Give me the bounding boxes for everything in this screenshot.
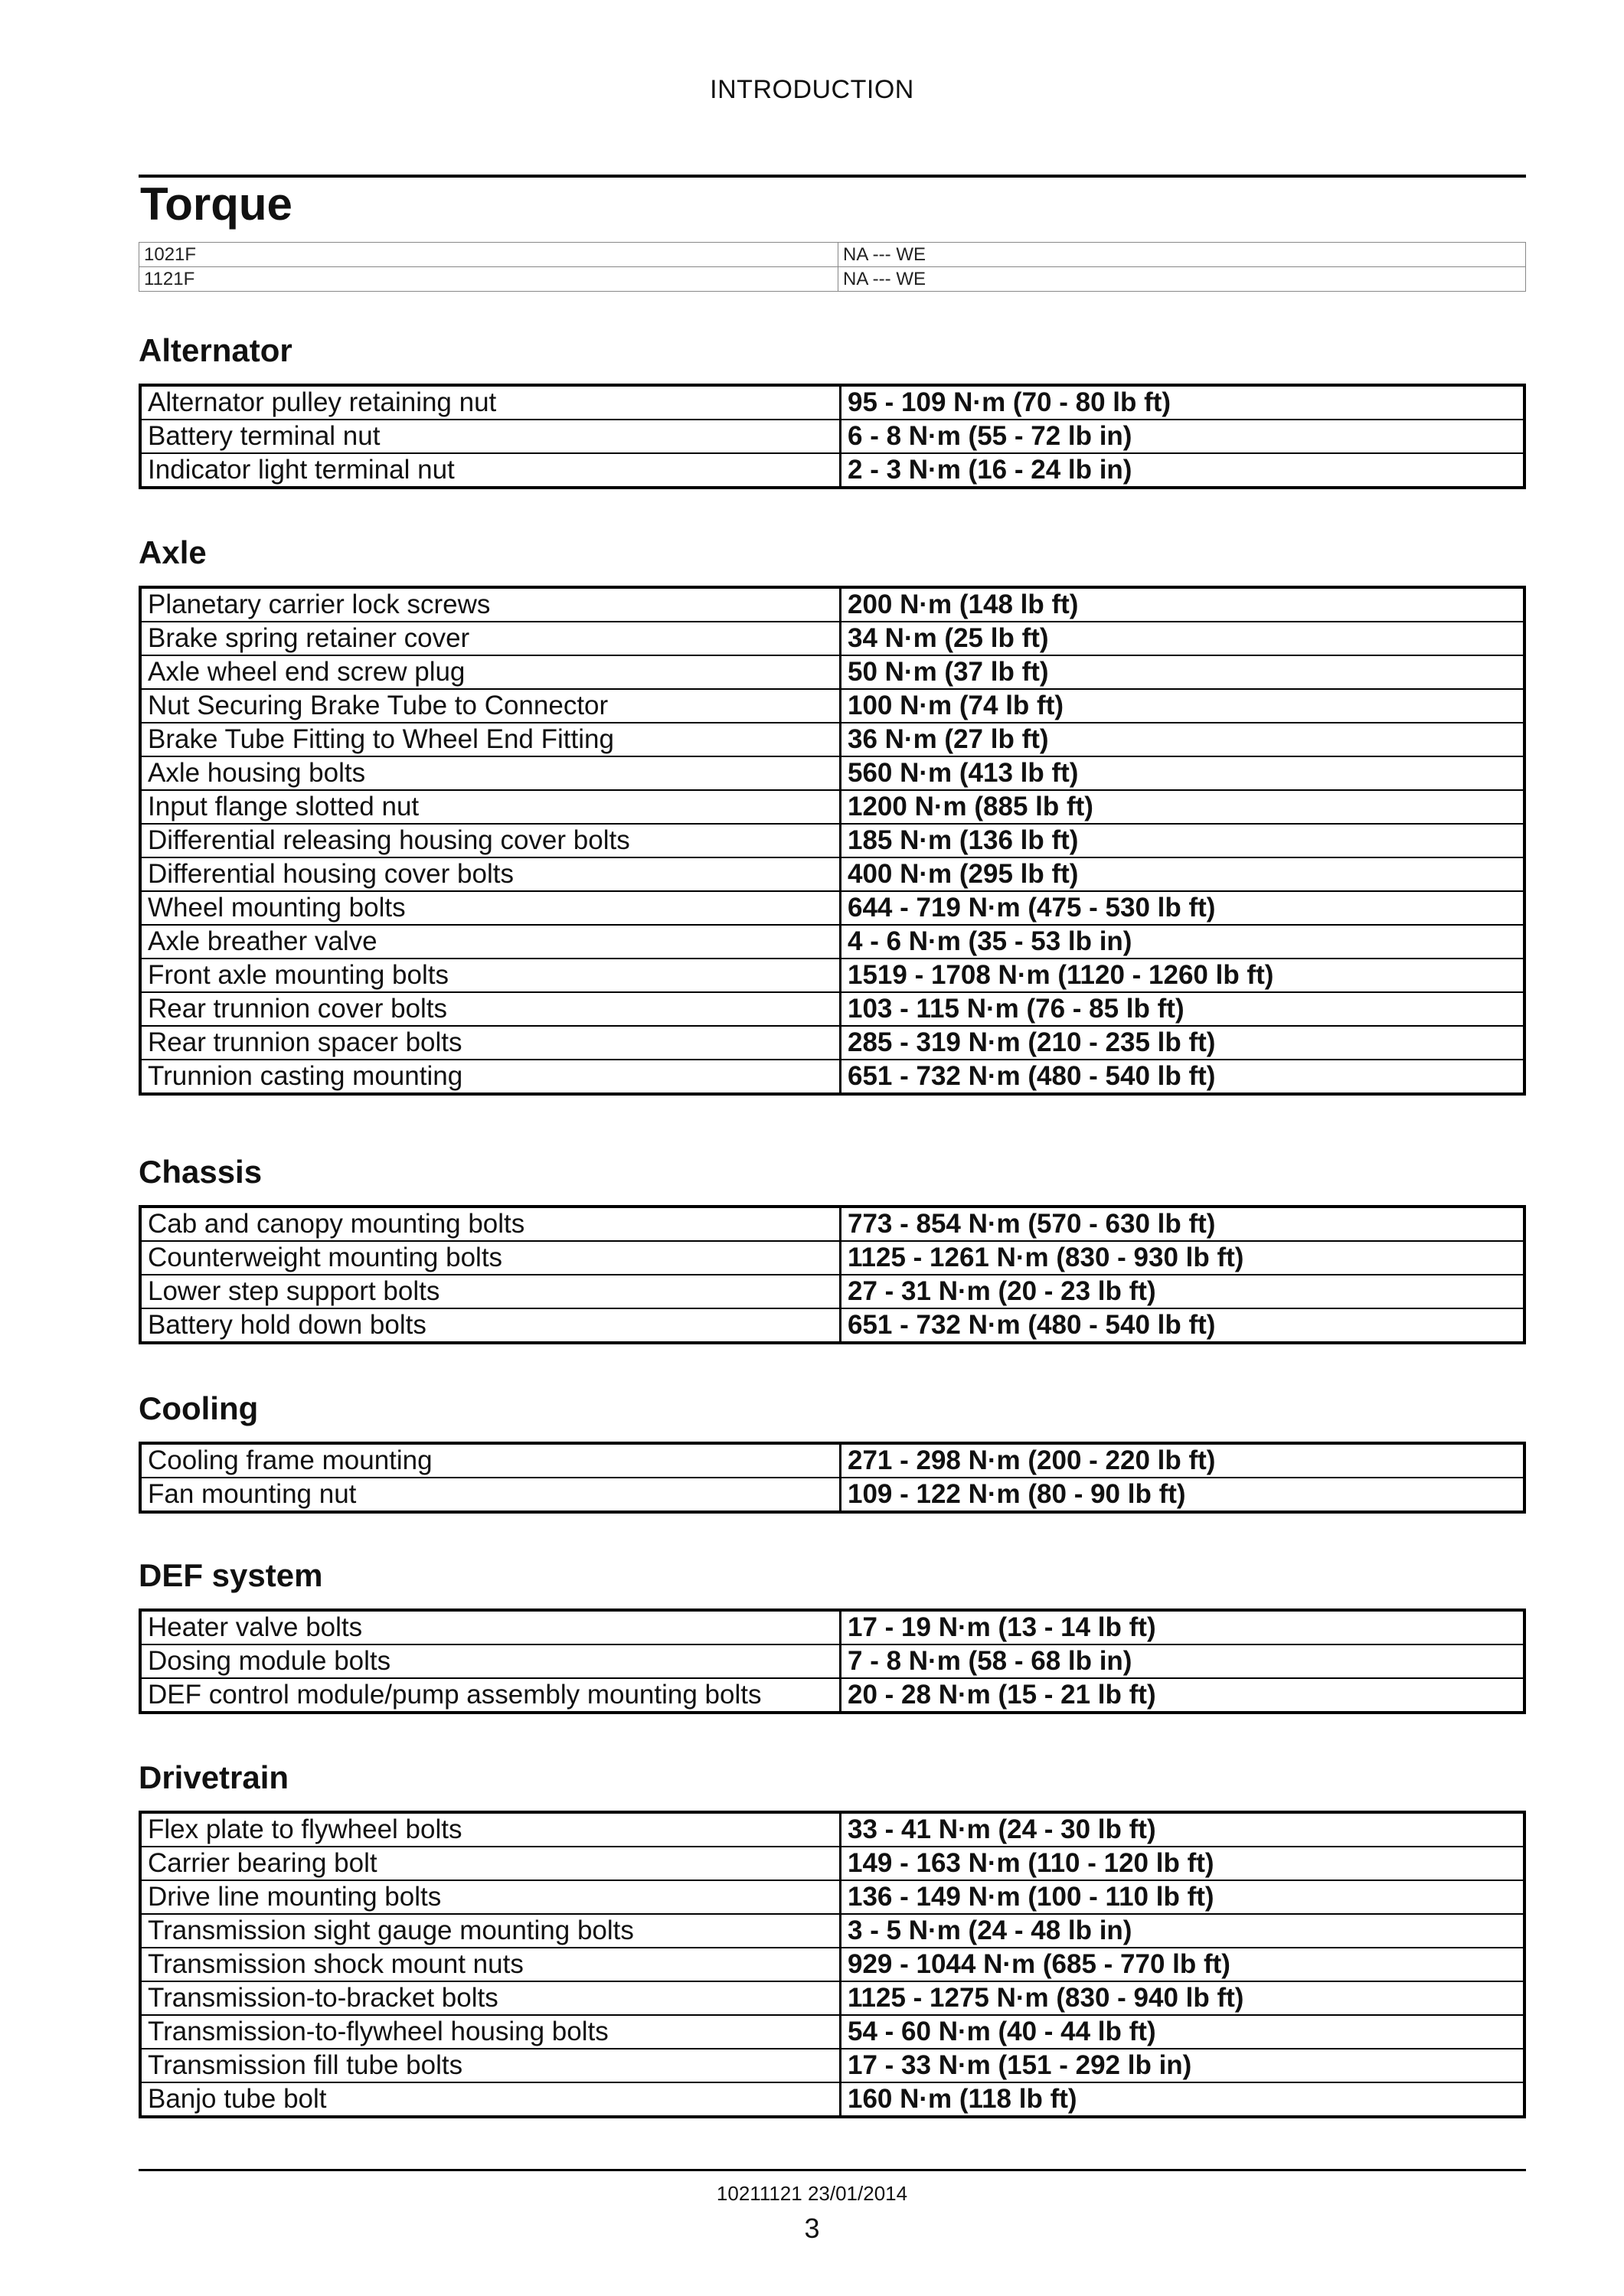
component-name: Indicator light terminal nut (140, 453, 841, 488)
component-name: Battery terminal nut (140, 420, 841, 453)
torque-value: 109 - 122 N·m (80 - 90 lb ft) (841, 1478, 1525, 1512)
torque-value: 400 N·m (295 lb ft) (841, 857, 1525, 891)
component-name: Heater valve bolts (140, 1610, 841, 1644)
component-name: Planetary carrier lock screws (140, 587, 841, 622)
table-row (140, 420, 1524, 453)
section-cooling (139, 1390, 1526, 1514)
section-heading: Drivetrain (139, 1759, 289, 1795)
torque-value: 36 N·m (27 lb ft) (841, 723, 1525, 756)
component-name: Transmission fill tube bolts (140, 2049, 841, 2082)
model-region: NA --- WE (838, 267, 1526, 292)
component-name: Dosing module bolts (140, 1644, 841, 1678)
component-name: Transmission-to-bracket bolts (140, 1981, 841, 2015)
page-title: Torque (140, 178, 292, 230)
table-row (140, 2082, 1524, 2117)
torque-value: 160 N·m (118 lb ft) (841, 2082, 1525, 2117)
torque-table (139, 1442, 1526, 1514)
component-name: Trunnion casting mounting (140, 1060, 841, 1094)
torque-value: 103 - 115 N·m (76 - 85 lb ft) (841, 992, 1525, 1026)
component-name: Wheel mounting bolts (140, 891, 841, 925)
table-row (140, 1478, 1524, 1512)
torque-value: 6 - 8 N·m (55 - 72 lb in) (841, 420, 1525, 453)
torque-value: 3 - 5 N·m (24 - 48 lb in) (841, 1914, 1525, 1948)
component-name: Differential releasing housing cover bolts (140, 824, 841, 857)
component-name: Front axle mounting bolts (140, 959, 841, 992)
table-row (140, 992, 1524, 1026)
running-header: INTRODUCTION (710, 75, 914, 104)
torque-value: 1125 - 1261 N·m (830 - 930 lb ft) (841, 1241, 1525, 1275)
table-row (140, 655, 1524, 689)
table-row (140, 1241, 1524, 1275)
page-number: 3 (804, 2213, 820, 2244)
section-heading: Axle (139, 534, 207, 570)
table-row (140, 1026, 1524, 1060)
table-row (140, 857, 1524, 891)
torque-value: 2 - 3 N·m (16 - 24 lb in) (841, 453, 1525, 488)
torque-value: 17 - 33 N·m (151 - 292 lb in) (841, 2049, 1525, 2082)
torque-table (139, 1205, 1526, 1344)
component-name: Axle breather valve (140, 925, 841, 959)
torque-value: 200 N·m (148 lb ft) (841, 587, 1525, 622)
component-name: DEF control module/pump assembly mounting bolts (140, 1678, 841, 1713)
section-def-system (139, 1556, 1526, 1714)
torque-value: 136 - 149 N·m (100 - 110 lb ft) (841, 1880, 1525, 1914)
table-row (140, 1443, 1524, 1478)
torque-value: 54 - 60 N·m (40 - 44 lb ft) (841, 2015, 1525, 2049)
component-name: Counterweight mounting bolts (140, 1241, 841, 1275)
table-row (140, 2015, 1524, 2049)
model-region: NA --- WE (838, 243, 1526, 267)
torque-table (139, 586, 1526, 1096)
torque-value: 651 - 732 N·m (480 - 540 lb ft) (841, 1060, 1525, 1094)
torque-value: 95 - 109 N·m (70 - 80 lb ft) (841, 385, 1525, 420)
model-applicability-table (139, 242, 1526, 292)
component-name: Brake Tube Fitting to Wheel End Fitting (140, 723, 841, 756)
table-row (140, 1880, 1524, 1914)
model-name: 1121F (139, 267, 838, 292)
table-row (140, 1678, 1524, 1713)
component-name: Input flange slotted nut (140, 790, 841, 824)
component-name: Battery hold down bolts (140, 1308, 841, 1343)
table-row (140, 756, 1524, 790)
section-heading: Alternator (139, 332, 292, 368)
component-name: Transmission shock mount nuts (140, 1948, 841, 1981)
table-row (140, 2049, 1524, 2082)
table-row (140, 891, 1524, 925)
component-name: Cab and canopy mounting bolts (140, 1207, 841, 1241)
component-name: Transmission sight gauge mounting bolts (140, 1914, 841, 1948)
table-row (140, 587, 1524, 622)
component-name: Flex plate to flywheel bolts (140, 1812, 841, 1847)
component-name: Fan mounting nut (140, 1478, 841, 1512)
table-row (140, 622, 1524, 655)
torque-table (139, 1609, 1526, 1714)
torque-table (139, 1811, 1526, 2118)
torque-value: 1200 N·m (885 lb ft) (841, 790, 1525, 824)
torque-value: 34 N·m (25 lb ft) (841, 622, 1525, 655)
torque-value: 929 - 1044 N·m (685 - 770 lb ft) (841, 1948, 1525, 1981)
torque-value: 17 - 19 N·m (13 - 14 lb ft) (841, 1610, 1525, 1644)
section-drivetrain (139, 1759, 1526, 2118)
torque-value: 100 N·m (74 lb ft) (841, 689, 1525, 723)
component-name: Lower step support bolts (140, 1275, 841, 1308)
component-name: Nut Securing Brake Tube to Connector (140, 689, 841, 723)
torque-value: 4 - 6 N·m (35 - 53 lb in) (841, 925, 1525, 959)
torque-value: 185 N·m (136 lb ft) (841, 824, 1525, 857)
table-row (140, 385, 1524, 420)
torque-table (139, 384, 1526, 489)
model-name: 1021F (139, 243, 838, 267)
table-row (140, 1847, 1524, 1880)
table-row (140, 1914, 1524, 1948)
torque-value: 20 - 28 N·m (15 - 21 lb ft) (841, 1678, 1525, 1713)
table-row (140, 824, 1524, 857)
component-name: Transmission-to-flywheel housing bolts (140, 2015, 841, 2049)
torque-value: 271 - 298 N·m (200 - 220 lb ft) (841, 1443, 1525, 1478)
torque-value: 33 - 41 N·m (24 - 30 lb ft) (841, 1812, 1525, 1847)
footer-rule (139, 2169, 1526, 2171)
component-name: Rear trunnion cover bolts (140, 992, 841, 1026)
torque-value: 1125 - 1275 N·m (830 - 940 lb ft) (841, 1981, 1525, 2015)
table-row (140, 723, 1524, 756)
component-name: Axle housing bolts (140, 756, 841, 790)
component-name: Rear trunnion spacer bolts (140, 1026, 841, 1060)
torque-value: 651 - 732 N·m (480 - 540 lb ft) (841, 1308, 1525, 1343)
component-name: Drive line mounting bolts (140, 1880, 841, 1914)
torque-value: 1519 - 1708 N·m (1120 - 1260 lb ft) (841, 959, 1525, 992)
torque-value: 285 - 319 N·m (210 - 235 lb ft) (841, 1026, 1525, 1060)
table-row (140, 1308, 1524, 1343)
torque-value: 7 - 8 N·m (58 - 68 lb in) (841, 1644, 1525, 1678)
component-name: Cooling frame mounting (140, 1443, 841, 1478)
table-row (140, 1644, 1524, 1678)
torque-value: 149 - 163 N·m (110 - 120 lb ft) (841, 1847, 1525, 1880)
section-heading: Chassis (139, 1154, 263, 1190)
section-heading: DEF system (139, 1557, 323, 1593)
table-row (139, 243, 1526, 267)
torque-value: 644 - 719 N·m (475 - 530 lb ft) (841, 891, 1525, 925)
table-row (140, 1060, 1524, 1094)
table-row (140, 1812, 1524, 1847)
header-rule (139, 175, 1526, 178)
table-row (140, 1948, 1524, 1981)
table-row (139, 267, 1526, 292)
section-alternator (139, 331, 1526, 489)
component-name: Alternator pulley retaining nut (140, 385, 841, 420)
table-row (140, 689, 1524, 723)
torque-value: 50 N·m (37 lb ft) (841, 655, 1525, 689)
component-name: Banjo tube bolt (140, 2082, 841, 2117)
table-row (140, 790, 1524, 824)
component-name: Axle wheel end screw plug (140, 655, 841, 689)
section-axle (139, 534, 1526, 1096)
table-row (140, 1207, 1524, 1241)
component-name: Brake spring retainer cover (140, 622, 841, 655)
table-row (140, 959, 1524, 992)
table-row (140, 925, 1524, 959)
section-heading: Cooling (139, 1390, 259, 1426)
table-row (140, 1275, 1524, 1308)
torque-value: 560 N·m (413 lb ft) (841, 756, 1525, 790)
component-name: Carrier bearing bolt (140, 1847, 841, 1880)
table-row (140, 1610, 1524, 1644)
table-row (140, 1981, 1524, 2015)
section-chassis (139, 1153, 1526, 1344)
component-name: Differential housing cover bolts (140, 857, 841, 891)
document-id: 10211121 23/01/2014 (716, 2182, 908, 2205)
torque-value: 27 - 31 N·m (20 - 23 lb ft) (841, 1275, 1525, 1308)
torque-value: 773 - 854 N·m (570 - 630 lb ft) (841, 1207, 1525, 1241)
table-row (140, 453, 1524, 488)
